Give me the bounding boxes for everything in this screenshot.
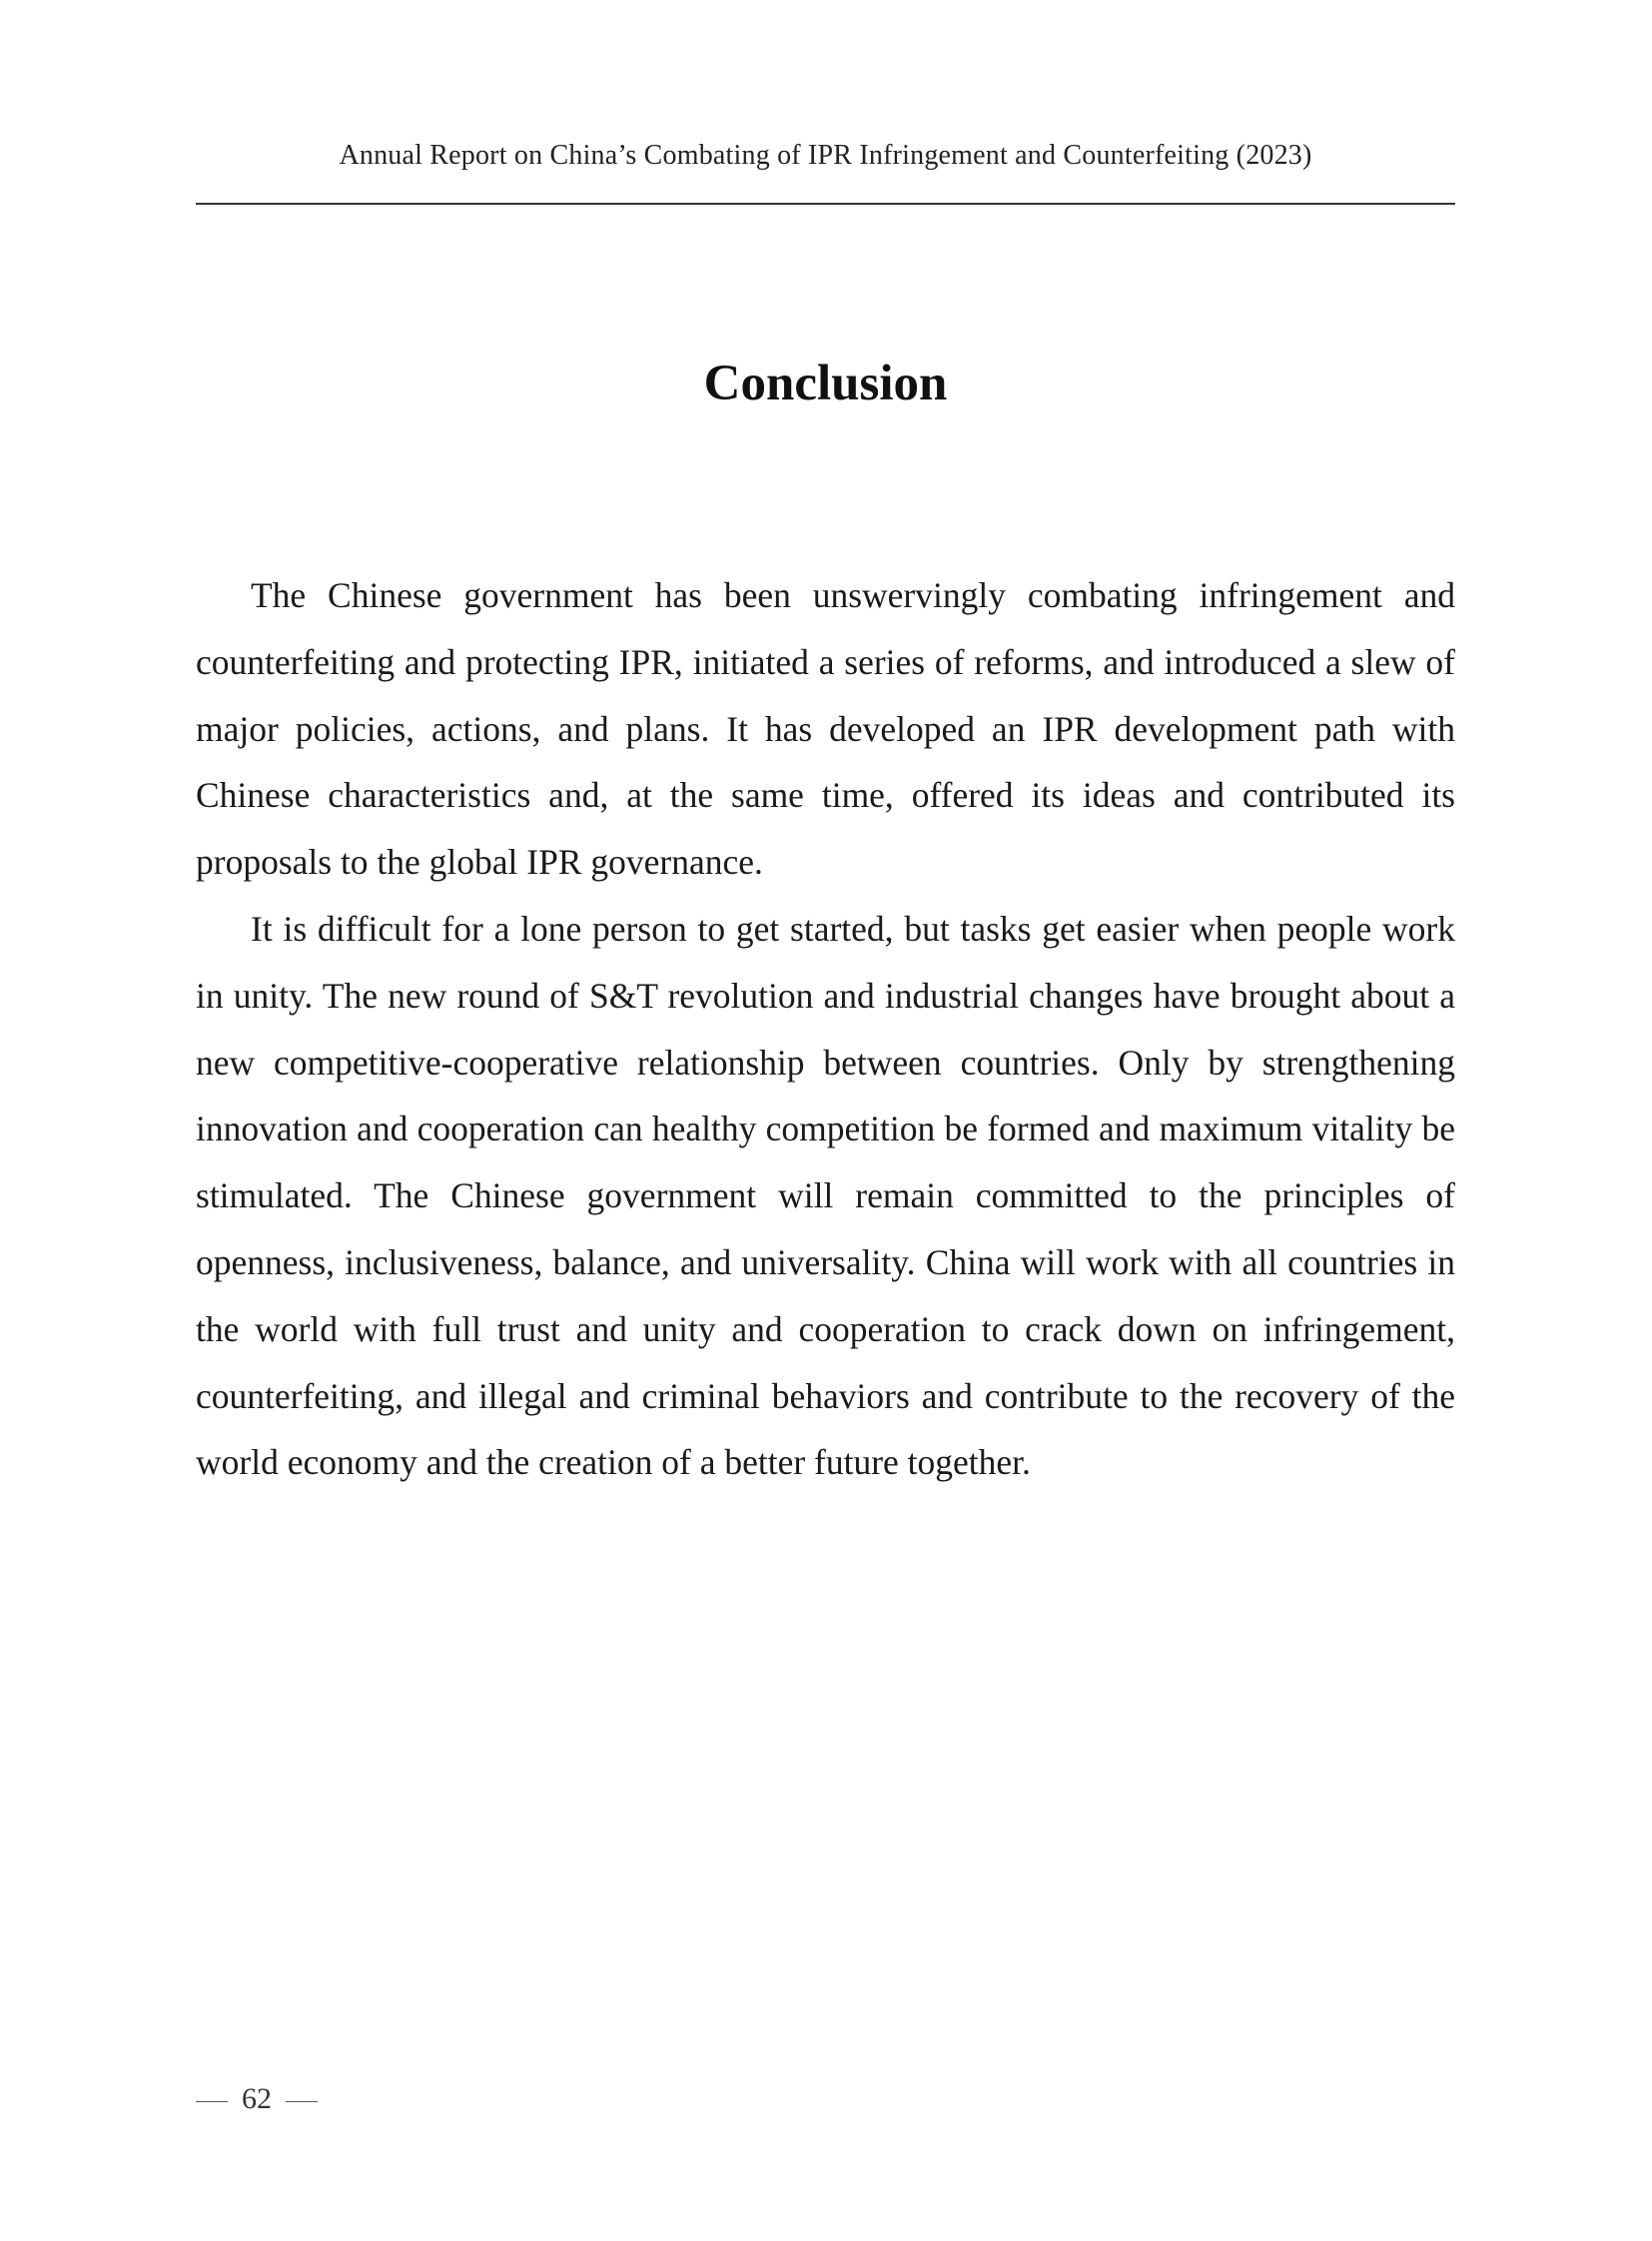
page-number xyxy=(196,2082,332,2116)
page-number-dash-right xyxy=(286,2101,318,2102)
page-number-dash-left xyxy=(196,2101,228,2102)
body-text xyxy=(196,562,1455,1496)
paragraph-2: It is difficult for a lone person to get started, but tasks get easier when people work in unity. The new round of S&T revolution and industrial changes have brought about a new competitive-cooperative relationship between countries. Only by strengthening innovation and cooperation can healthy competition be formed and maximum vitality be stimulated. The Chinese government will remain committed to the principles of openness, inclusiveness, balance, and universality. China will work with all countries in the world with full trust and unity and cooperation to crack down on infringement, counterfeiting, and illegal and criminal behaviors and contribute to the recovery of the world economy and the creation of a better future together. xyxy=(196,908,1455,1483)
header-divider xyxy=(196,203,1455,205)
page-number-value: 62 xyxy=(242,2082,272,2115)
running-header: Annual Report on China’s Combating of IPR Infringement and Counterfeiting (2023) xyxy=(339,140,1312,171)
paragraph-1: The Chinese government has been unswervingly combating infringement and counterfeiting and protecting IPR, initiated a series of reforms, and introduced a slew of major policies, actions, and plans. It has developed an IPR development path with Chinese characteristics and, at the same time, offered its ideas and contributed its proposals to the global IPR governance. xyxy=(196,575,1455,883)
page-title: Conclusion xyxy=(703,356,948,411)
